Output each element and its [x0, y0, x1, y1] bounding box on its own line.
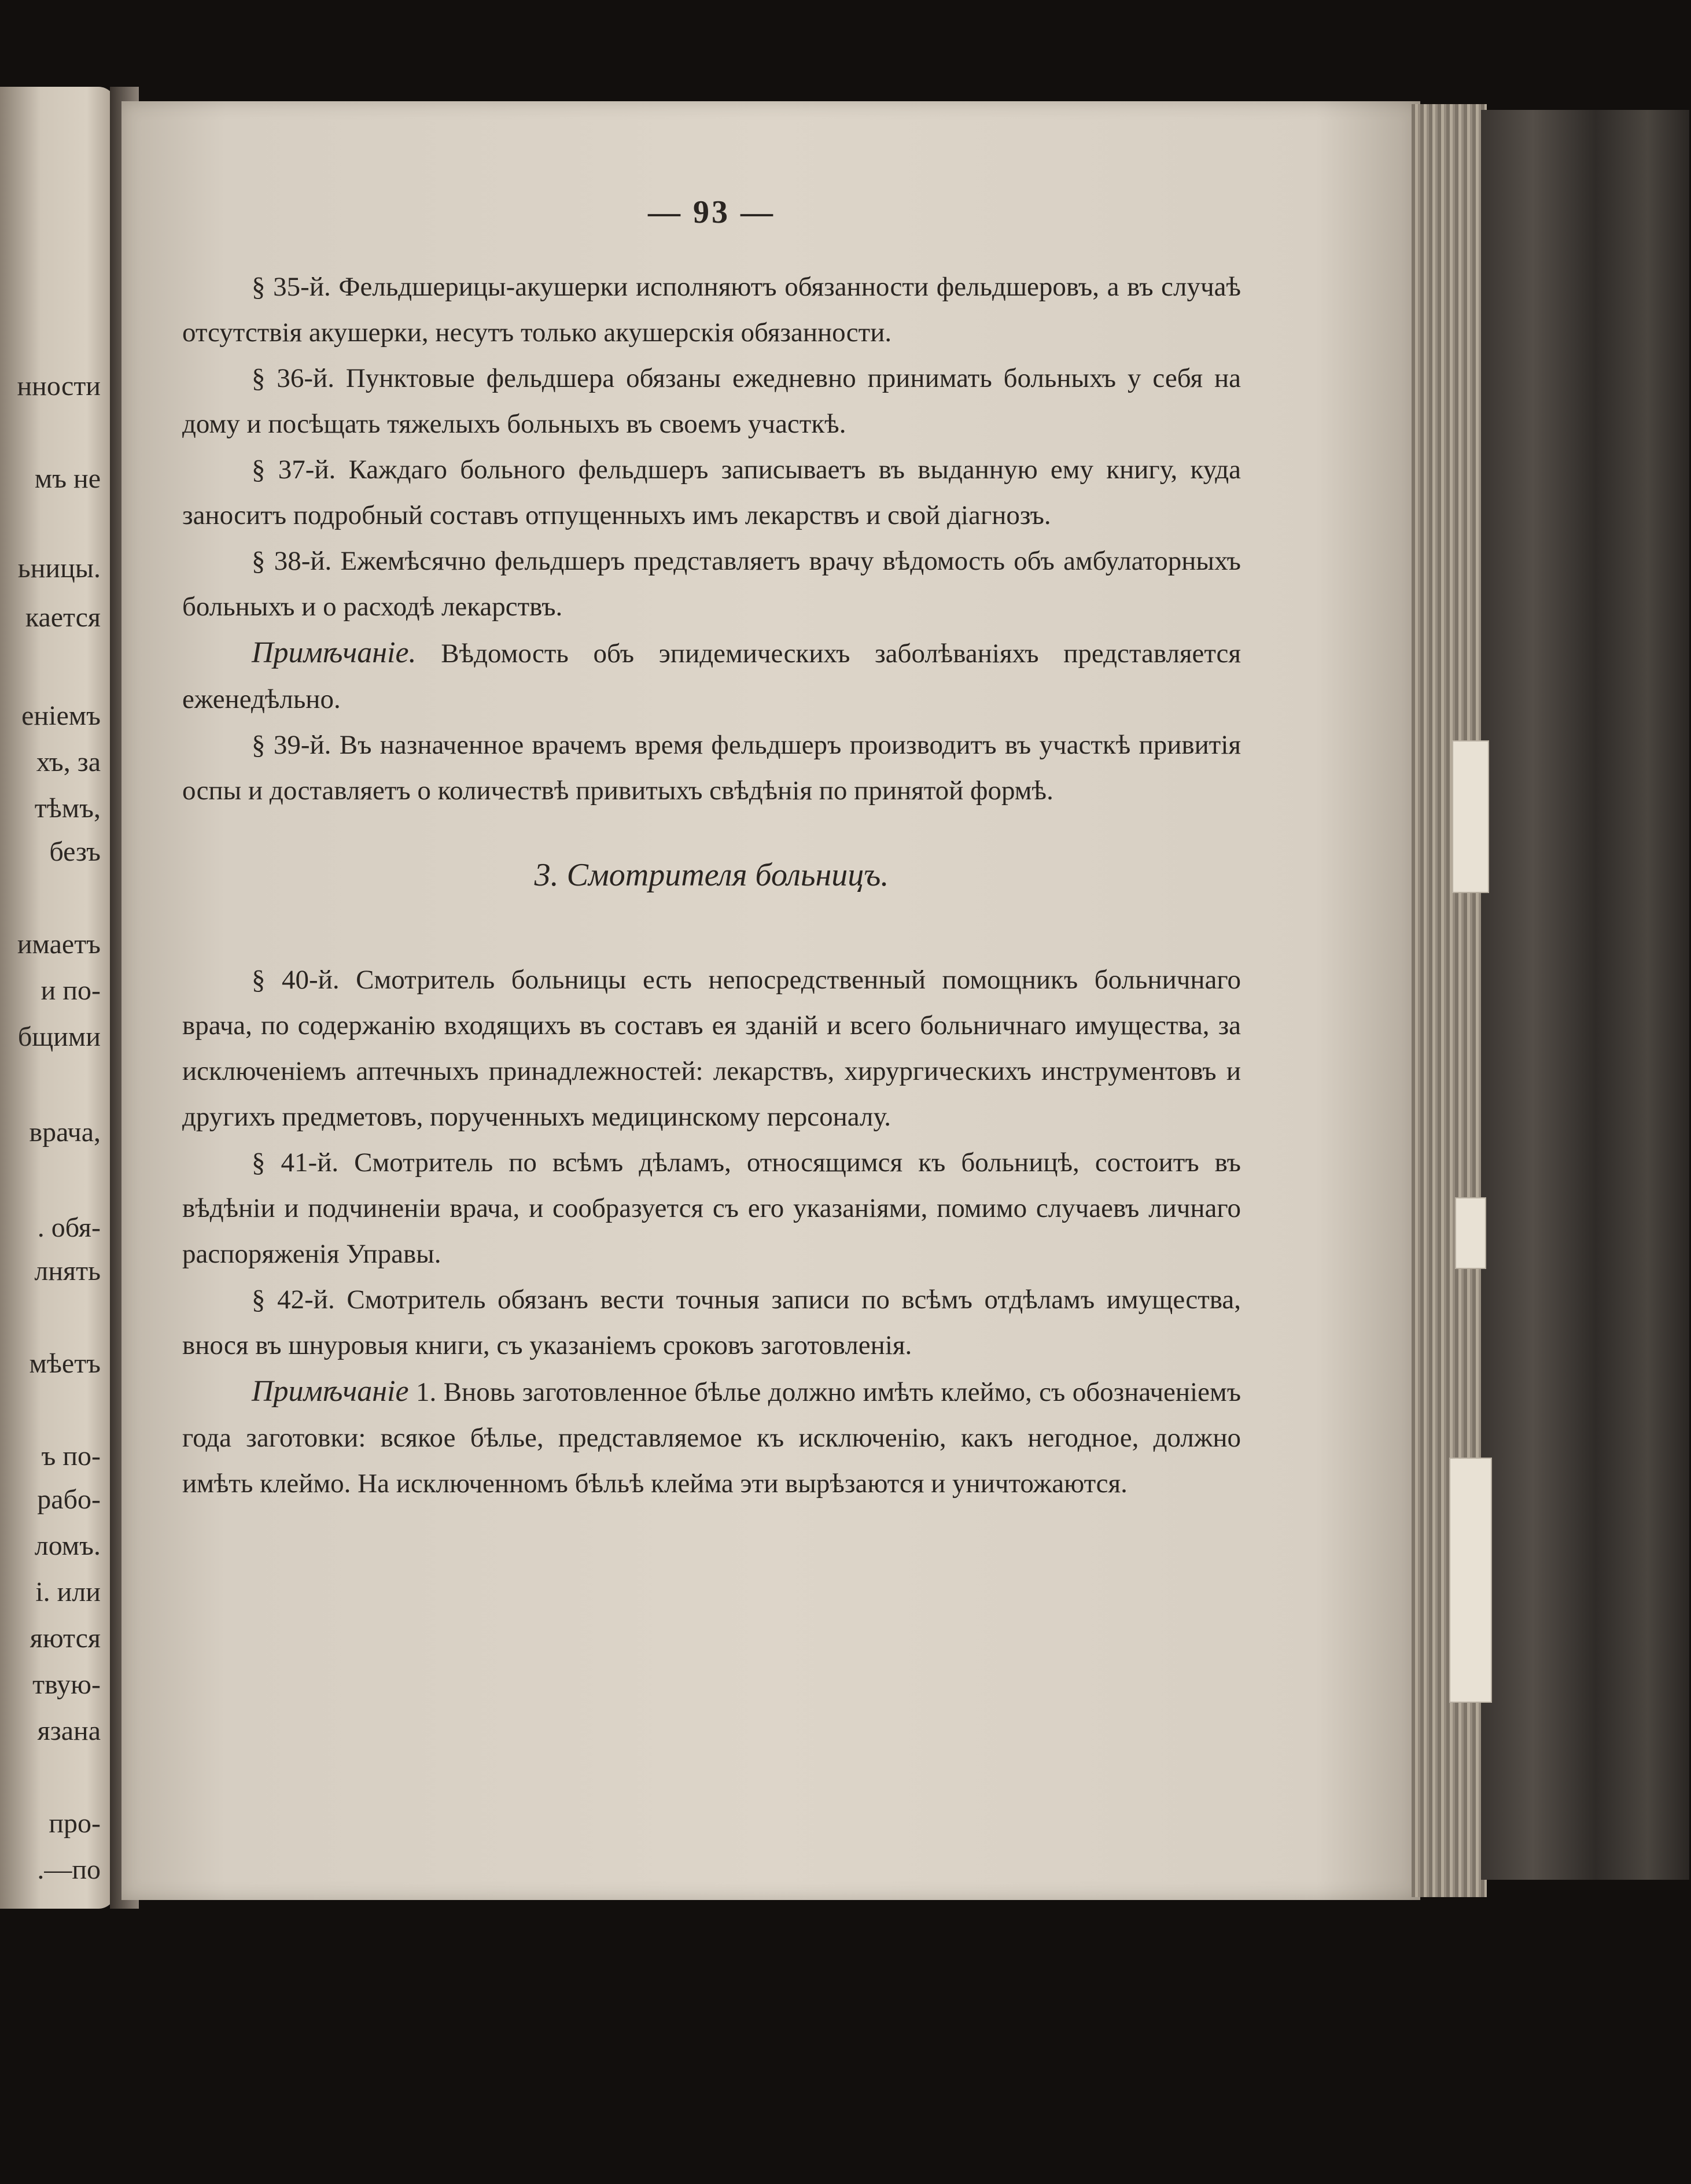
previous-page-text-fragment: тѣмъ,: [34, 793, 101, 824]
note-text: Вѣдомость объ эпидемическихъ заболѣванiяхъ представляется еженедѣльно.: [182, 639, 1241, 714]
previous-page-text-fragment: язана: [37, 1716, 101, 1746]
previous-page-text-fragment: безъ: [49, 836, 101, 867]
previous-page-text-fragment: ломъ.: [34, 1530, 101, 1561]
paper-tab: [1449, 1458, 1492, 1703]
note-label: Примѣчанiе.: [252, 636, 417, 669]
paragraph-40: § 40-й. Смотритель больницы есть непосредственный помощникъ больничнаго врача, по содержанiю входящихъ въ составъ ея зданiй и всего больничнаго имущества, за исключенiемъ аптечныхъ принадлежностей: лекарствъ, хирургическихъ инструментовъ и другихъ предметовъ, порученныхъ медицинскому персоналу.: [182, 965, 1241, 1132]
previous-page-text-fragment: .—по: [37, 1854, 101, 1885]
previous-page-text-fragment: бщими: [17, 1021, 101, 1052]
previous-page-edge: [0, 87, 116, 1909]
previous-page-text-fragment: енiемъ: [21, 700, 101, 731]
previous-page-text-fragment: мѣетъ: [29, 1348, 101, 1379]
paragraph-35: § 35-й. Фельдшерицы-акушерки исполняютъ обязанности фельдшеровъ, а въ случаѣ отсутствiя акушерки, несутъ только акушерскiя обязанности.: [182, 272, 1241, 348]
note-weekly-report: [182, 630, 1241, 722]
previous-page-text-fragment: хъ, за: [36, 747, 101, 777]
previous-page-text-fragment: кается: [25, 602, 101, 633]
previous-page-text-fragment: яются: [30, 1623, 101, 1654]
page-content: [182, 194, 1241, 1507]
page-number: — 93 —: [648, 194, 775, 230]
paragraph-42: § 42-й. Смотритель обязанъ вести точныя записи по всѣмъ отдѣламъ имущества, внося въ шнуровыя книги, съ указанiемъ сроковъ заготовленiя.: [182, 1285, 1241, 1360]
note-text: 1. Вновь заготовленное бѣлье должно имѣть клеймо, съ обозначенiемъ года заготовки: всякое бѣлье, представляемое къ исключенiю, какъ негодное, должно имѣть клеймо. На исключенномъ бѣльѣ клейма эти вырѣзаются и уничтожаются.: [182, 1377, 1241, 1499]
previous-page-text-fragment: ъ по-: [41, 1441, 101, 1471]
previous-page-text-fragment: . обя-: [37, 1212, 101, 1243]
previous-page-text-fragment: нности: [17, 371, 101, 401]
note-linen-stamp: [182, 1368, 1241, 1507]
paper-tab: [1455, 1197, 1486, 1269]
paragraph-41: § 41-й. Смотритель по всѣмъ дѣламъ, относящимся къ больницѣ, состоитъ въ вѣдѣнiи и подчиненiи врача, и сообразуется съ его указанiями, помимо случаевъ личнаго распоряженiя Управы.: [182, 1148, 1241, 1269]
previous-page-text-fragment: твую-: [32, 1669, 101, 1700]
previous-page-text-fragment: ьницы.: [17, 553, 101, 584]
previous-page-text-fragment: лнять: [34, 1256, 101, 1286]
paragraph-37: § 37-й. Каждаго больного фельдшеръ записываетъ въ выданную ему книгу, куда заноситъ подробный составъ отпущенныхъ имъ лекарствъ и свой дiагнозъ.: [182, 455, 1241, 530]
previous-page-text-fragment: и по-: [40, 975, 101, 1006]
paragraph-36: § 36-й. Пунктовые фельдшера обязаны ежедневно принимать больныхъ у себя на дому и посѣщать тяжелыхъ больныхъ въ своемъ участкѣ.: [182, 363, 1241, 439]
paper-tab: [1452, 740, 1489, 893]
book-cover: [1481, 110, 1689, 1880]
previous-page-text-fragment: i. или: [35, 1577, 101, 1607]
paragraph-38: § 38-й. Ежемѣсячно фельдшеръ представляетъ врачу вѣдомость объ амбулаторныхъ больныхъ и о расходѣ лекарствъ.: [182, 546, 1241, 622]
note-label: Примѣчанiе: [252, 1375, 409, 1408]
previous-page-text-fragment: рабо-: [37, 1484, 101, 1515]
previous-page-text-fragment: имаетъ: [17, 929, 101, 960]
previous-page-text-fragment: про-: [49, 1808, 101, 1839]
paragraph-39: § 39-й. Въ назначенное врачемъ время фельдшеръ производитъ въ участкѣ привитiя оспы и доставляетъ о количествѣ привитыхъ свѣдѣнiя по принятой формѣ.: [182, 730, 1241, 806]
previous-page-text-fragment: мъ не: [34, 463, 101, 494]
section-heading: 3. Смотрителя больницъ.: [534, 857, 889, 893]
previous-page-text-fragment: врача,: [29, 1117, 101, 1148]
